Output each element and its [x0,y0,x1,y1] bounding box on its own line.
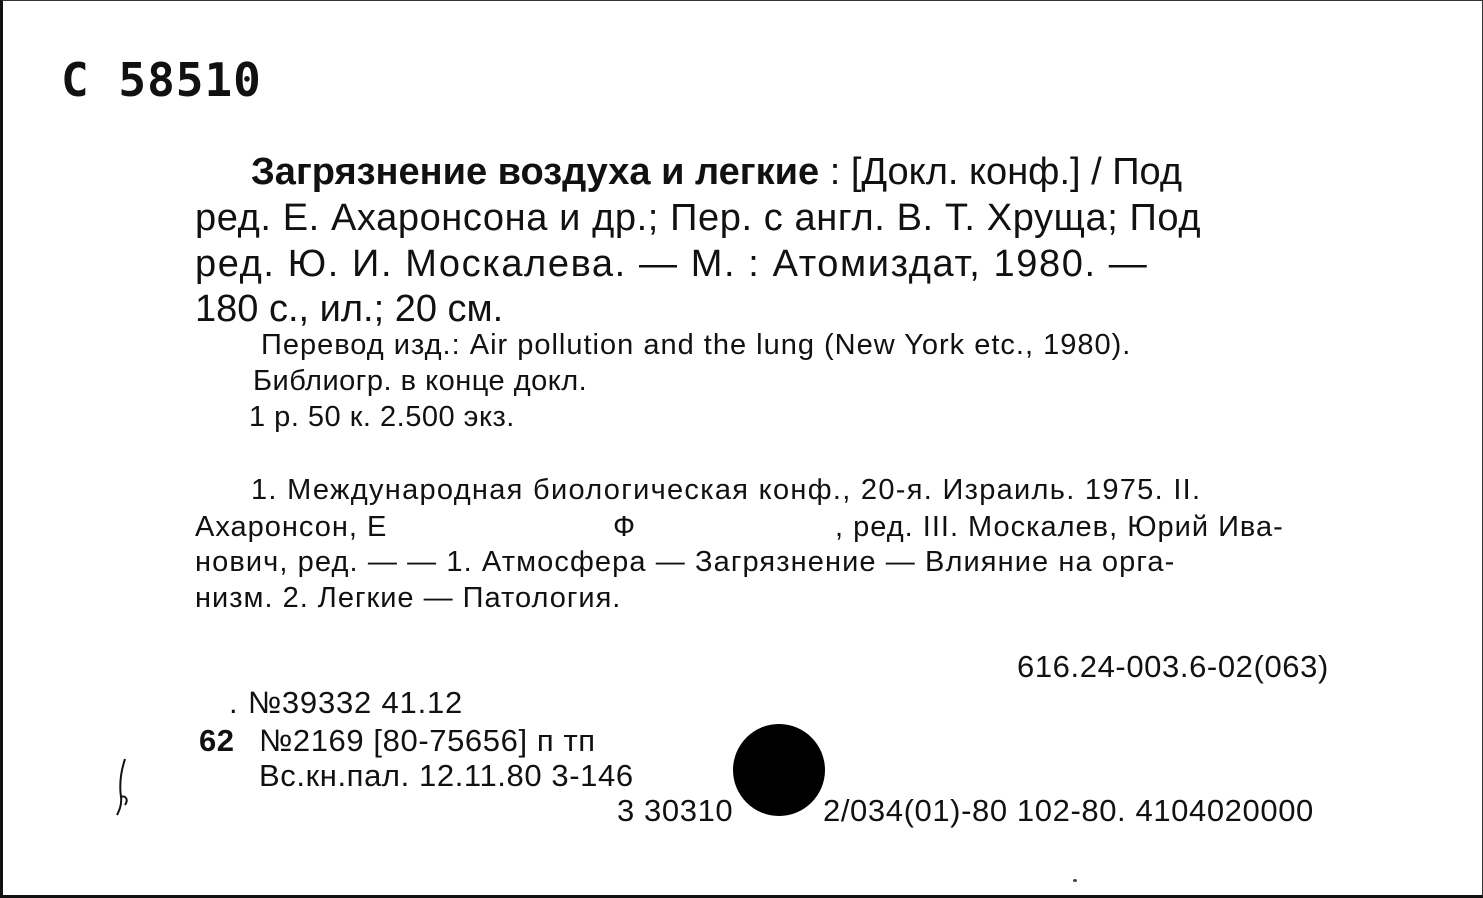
call-number: С 58510 [61,53,262,107]
registry-line-2: №2169 [80-75656] п тп [259,723,596,758]
registry-line-4b: 2/034(01)-80 102-80. 4104020000 [823,793,1314,828]
bibliography-note: Библиогр. в конце докл. [253,365,588,397]
tracing-line-1: 1. Международная биологическая конф., 20-я. Израиль. 1975. II. [251,474,1202,506]
description-line-3: ред. Ю. И. Москалева. — М. : Атомиздат, 1980. — [195,243,1149,285]
handwritten-mark [111,757,141,817]
tracing-line-2b: Ф [613,511,636,543]
description-line-4: 180 с., ил.; 20 см. [195,288,504,330]
registry-line-1: . №39332 41.12 [229,685,464,720]
registry-line-3: Вс.кн.пал. 12.11.80 3-146 [259,758,634,793]
udc-number: 616.24-003.6-02(063) [1017,649,1329,684]
registry-prefix: 62 [199,723,235,758]
title-continuation: : [Докл. конф.] / Под [819,151,1183,193]
price-run-note: 1 р. 50 к. 2.500 экз. [249,401,515,433]
description-line-2: ред. Е. Ахаронсона и др.; Пер. с англ. В. Т. Хруща; Под [195,197,1202,239]
tracing-line-2a: Ахаронсон, Е [195,511,388,543]
tracing-line-4: низм. 2. Легкие — Патология. [195,582,622,614]
translation-note: Перевод изд.: Air pollution and the lung (New York etc., 1980). [261,329,1132,361]
speck [1073,879,1077,882]
book-title: Загрязнение воздуха и легкие [251,151,820,193]
tracing-line-2c: , ред. III. Москалев, Юрий Ива- [835,511,1284,543]
tracing-line-3: нович, ред. — — 1. Атмосфера — Загрязнение — Влияние на орга- [195,546,1176,578]
title-line [251,151,1182,194]
registry-line-4a: 3 30310 [617,793,734,828]
ink-blot [733,724,825,816]
